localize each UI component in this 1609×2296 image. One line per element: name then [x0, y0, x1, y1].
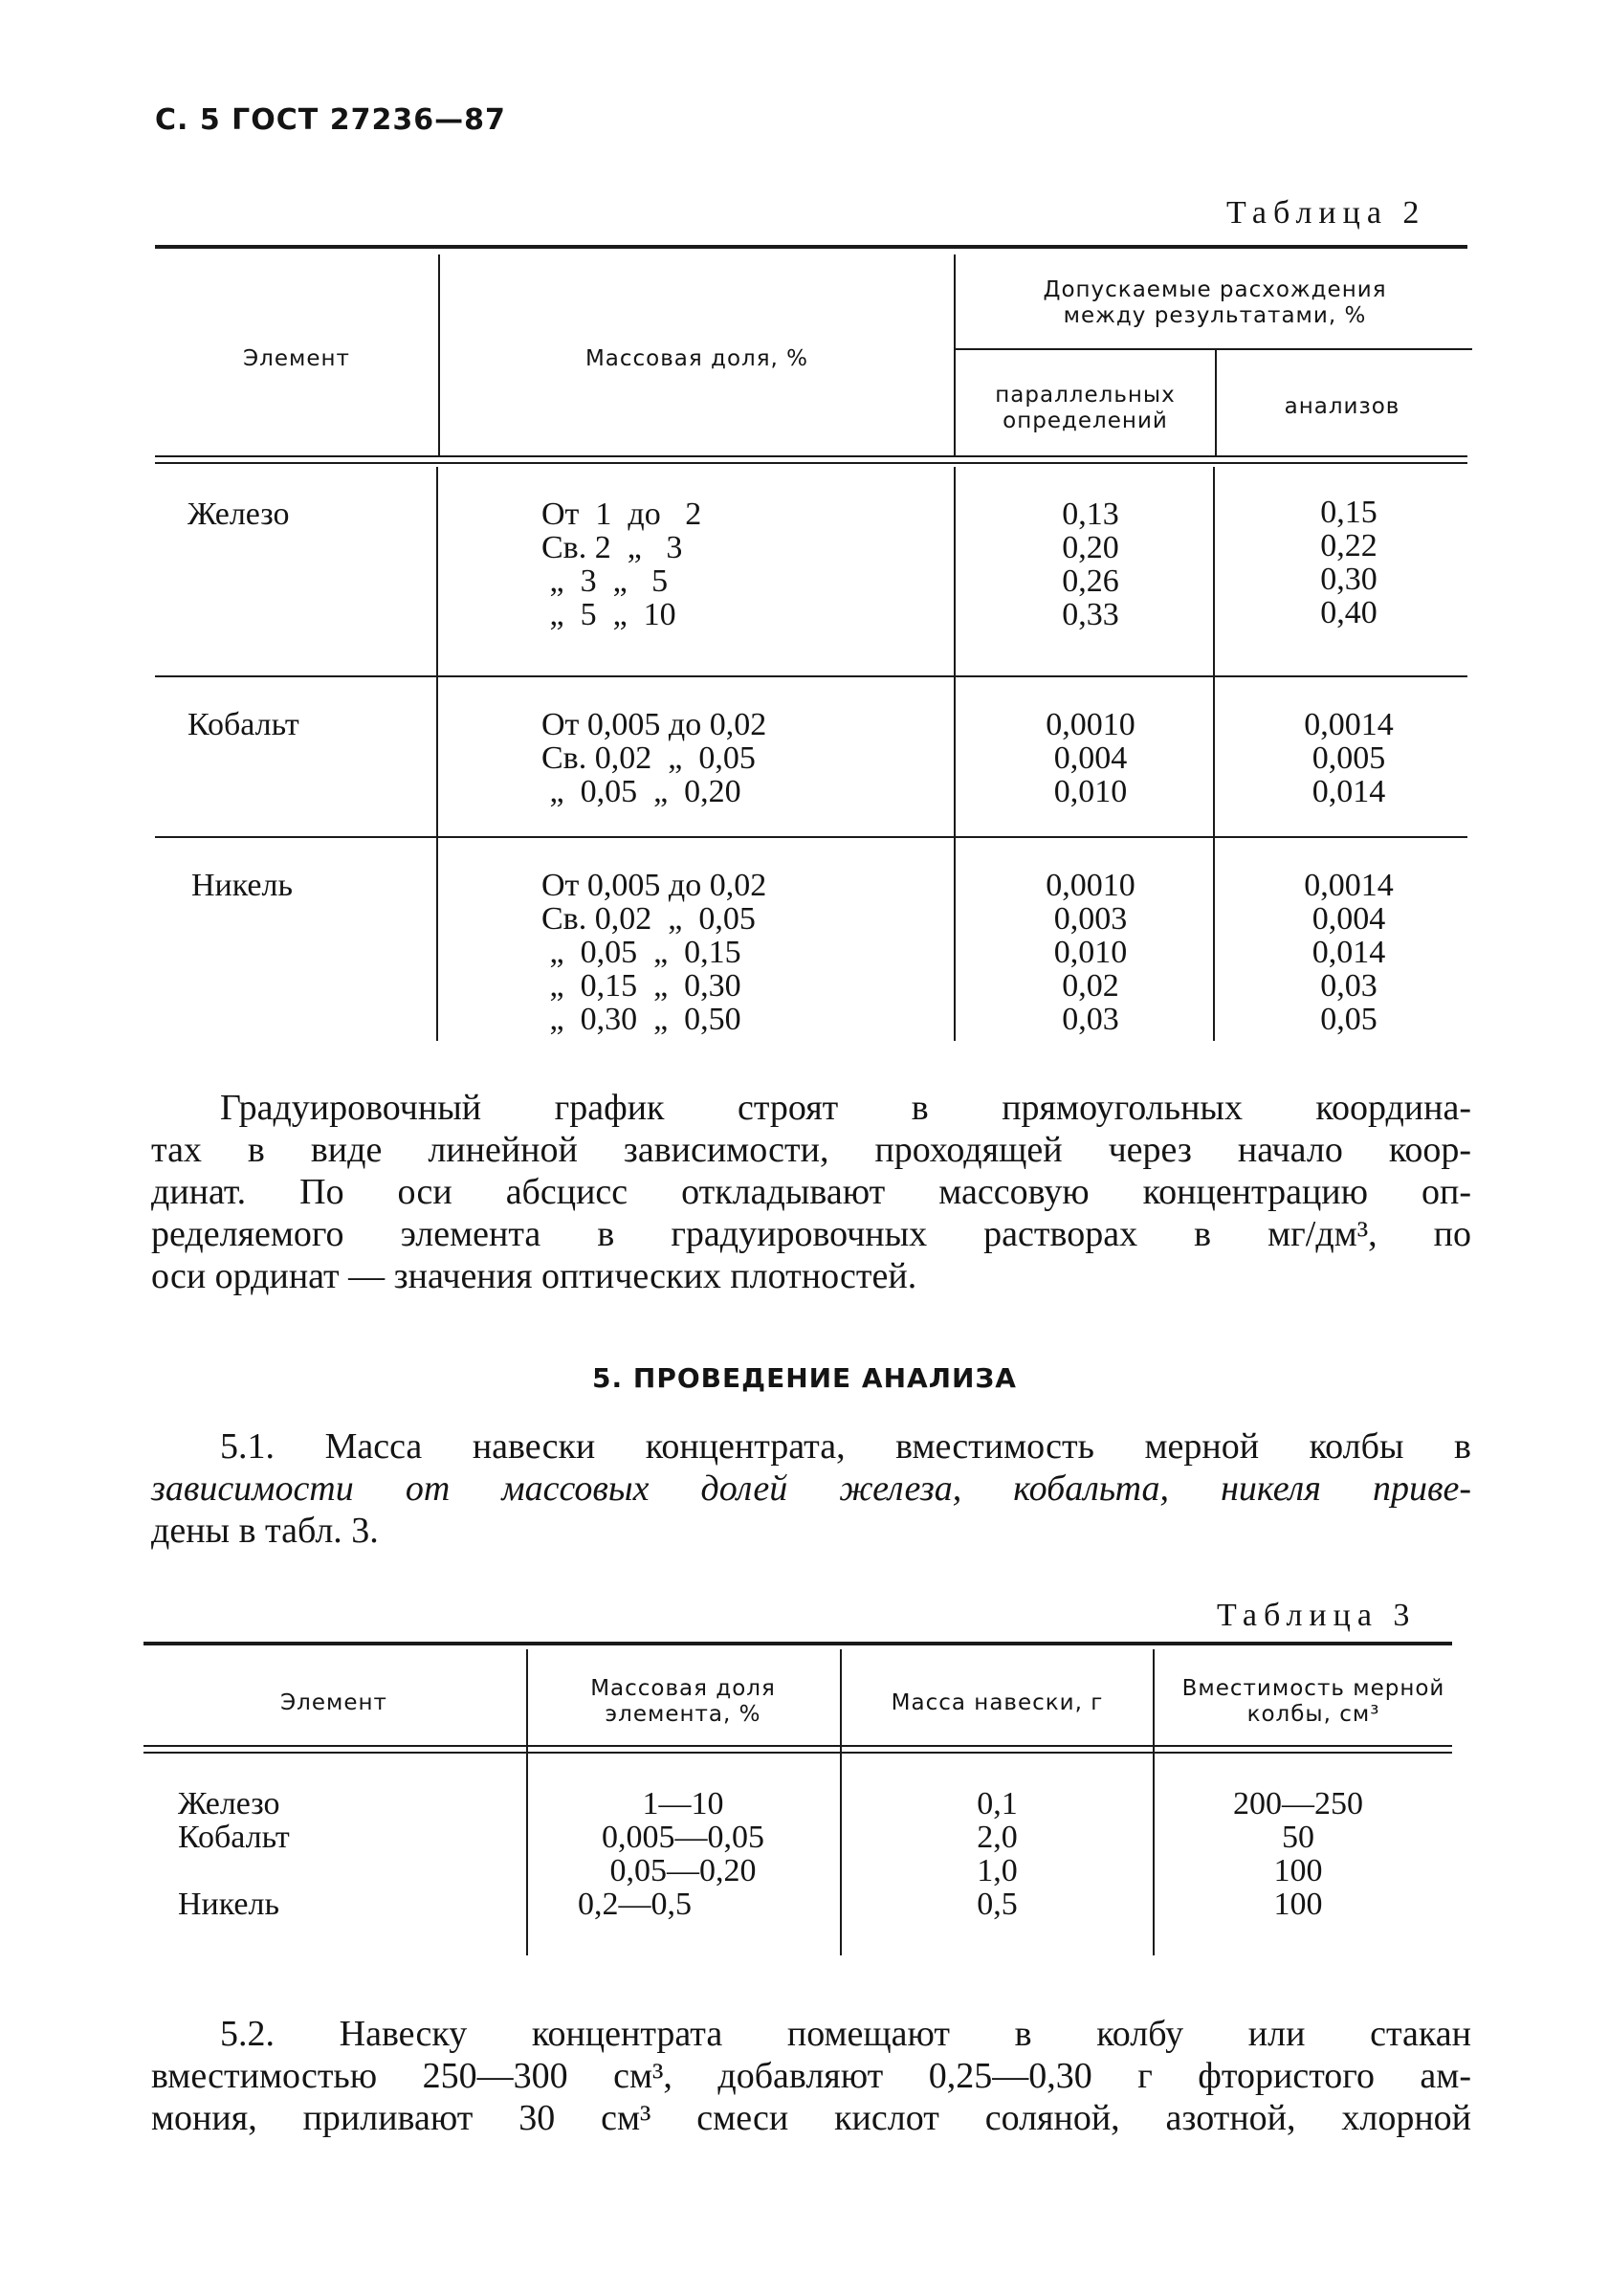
table2-parallel-value: 0,03 — [1062, 1002, 1119, 1037]
table2-parallel-value: 0,02 — [1062, 968, 1119, 1004]
table2-top-rule — [155, 245, 1467, 249]
paragraph-calibration-graph — [151, 1087, 1471, 1297]
table2-analyses-value: 0,40 — [1320, 595, 1378, 630]
table2-analyses-value: 0,03 — [1320, 968, 1378, 1004]
table2-divider — [954, 467, 956, 1041]
table2-analyses-value: 0,15 — [1320, 495, 1378, 530]
table3-caption: Таблица 3 — [1217, 1598, 1417, 1633]
table2-parallel-value: 0,0010 — [1046, 868, 1135, 903]
table3-sample-mass: 0,5 — [977, 1887, 1018, 1922]
table2-parallel-value: 0,20 — [1062, 530, 1119, 565]
table3-element: Кобальт — [178, 1820, 290, 1855]
text-line: вместимостью 250—300 см³, добавляют 0,25—0,30 г фтористого ам- — [151, 2056, 1471, 2096]
table2-range: От 0,005 до 0,02 — [541, 707, 767, 742]
text-line: 5.2. Навеску концентрата помещают в колбу или стакан — [220, 2014, 1471, 2054]
table2-range: Св. 2 „ 3 — [541, 530, 683, 565]
table2-range: „ 0,05 „ 0,15 — [541, 935, 741, 970]
table3-flask-volume: 100 — [1273, 1887, 1323, 1922]
table2-range: „ 0,30 „ 0,50 — [541, 1002, 741, 1037]
text-line: ределяемого элемента в градуировочных растворах в мг/дм³, по — [151, 1214, 1471, 1254]
table2-element: Никель — [191, 868, 293, 903]
table2-header-element: Элемент — [243, 346, 350, 371]
table3-sample-mass: 2,0 — [977, 1820, 1018, 1855]
table2-parallel-value: 0,003 — [1053, 901, 1128, 937]
table2-analyses-value: 0,014 — [1311, 774, 1386, 809]
table3-header-rule — [143, 1752, 1452, 1754]
table2-analyses-value: 0,22 — [1320, 528, 1378, 563]
table3-header-rule — [143, 1745, 1452, 1747]
table3-mass-fraction: 0,005—0,05 — [602, 1820, 764, 1855]
table2-parallel-value: 0,0010 — [1046, 707, 1135, 742]
table2-divider — [436, 467, 438, 1041]
table2-element: Железо — [187, 497, 290, 532]
table2-header-parallel: параллельных определений — [995, 383, 1176, 433]
table2-subheader-rule — [956, 348, 1472, 350]
text-line: динат. По оси абсцисс откладывают массовую концентрацию оп- — [151, 1172, 1471, 1212]
table3-element: Железо — [178, 1786, 280, 1821]
running-header: С. 5 ГОСТ 27236—87 — [155, 103, 506, 137]
table2-parallel-value: 0,13 — [1062, 497, 1119, 532]
table2-range: От 0,005 до 0,02 — [541, 868, 767, 903]
table2-analyses-value: 0,0014 — [1304, 868, 1394, 903]
table3-header-sample-mass: Масса навески, г — [891, 1690, 1104, 1715]
table2-parallel-value: 0,010 — [1053, 935, 1128, 970]
table2-parallel-value: 0,26 — [1062, 563, 1119, 599]
table2-header-analyses: анализов — [1284, 394, 1400, 419]
table2-divider — [1213, 467, 1215, 1041]
table2-row-rule — [155, 675, 1467, 677]
table2-range: Св. 0,02 „ 0,05 — [541, 901, 756, 937]
table2-analyses-value: 0,30 — [1320, 562, 1378, 597]
table2-element: Кобальт — [187, 707, 299, 742]
table2-header-rule — [155, 462, 1467, 464]
table2-range: От 1 до 2 — [541, 497, 702, 532]
text-line: тах в виде линейной зависимости, проходящей через начало коор- — [151, 1130, 1471, 1170]
table3-sample-mass: 1,0 — [977, 1853, 1018, 1888]
table3-mass-fraction: 0,05—0,20 — [609, 1853, 757, 1888]
table2-range: „ 5 „ 10 — [541, 597, 676, 632]
text-line: зависимости от массовых долей железа, кобальта, никеля приве- — [151, 1468, 1471, 1509]
paragraph-5-1 — [151, 1425, 1471, 1552]
table3-flask-volume: 50 — [1282, 1820, 1314, 1855]
text-line: 5.1. Масса навески концентрата, вместимость мерной колбы в — [220, 1426, 1471, 1467]
paragraph-5-2 — [151, 2013, 1471, 2139]
text-line: мония, приливают 30 см³ смеси кислот соляной, азотной, хлорной — [151, 2098, 1471, 2138]
table2-header-discrepancy: Допускаемые расхождения между результатами, % — [1043, 277, 1387, 328]
table3-element: Никель — [178, 1887, 279, 1922]
table2-divider — [954, 254, 956, 455]
table3-header-flask-volume: Вместимость мерной колбы, см³ — [1181, 1676, 1445, 1727]
table2-range: „ 0,05 „ 0,20 — [541, 774, 741, 809]
table2-parallel-value: 0,010 — [1053, 774, 1128, 809]
table2-range: Св. 0,02 „ 0,05 — [541, 740, 756, 776]
table3-top-rule — [143, 1642, 1452, 1645]
table2-caption: Таблица 2 — [1226, 195, 1426, 231]
section-heading: 5. ПРОВЕДЕНИЕ АНАЛИЗА — [592, 1362, 1017, 1394]
table2-analyses-value: 0,005 — [1311, 740, 1386, 776]
table3-mass-fraction: 1—10 — [642, 1786, 724, 1821]
table3-sample-mass: 0,1 — [977, 1786, 1018, 1821]
table2-analyses-value: 0,014 — [1311, 935, 1386, 970]
table3-flask-volume: 100 — [1273, 1853, 1323, 1888]
text-line: оси ординат — значения оптических плотностей. — [151, 1256, 917, 1296]
table2-analyses-value: 0,004 — [1311, 901, 1386, 937]
text-line: Градуировочный график строят в прямоугольных координа- — [220, 1088, 1471, 1128]
table3-header-mass-fraction: Массовая доля элемента, % — [590, 1676, 776, 1727]
text-line: дены в табл. 3. — [151, 1511, 379, 1551]
table2-row-rule — [155, 836, 1467, 838]
table2-header-rule — [155, 455, 1467, 457]
table2-header-mass-fraction: Массовая доля, % — [584, 346, 809, 371]
table2-range: „ 0,15 „ 0,30 — [541, 968, 741, 1004]
table3-flask-volume: 200—250 — [1233, 1786, 1363, 1821]
table3-header-element: Элемент — [280, 1690, 387, 1715]
table2-range: „ 3 „ 5 — [541, 563, 669, 599]
table2-analyses-value: 0,0014 — [1304, 707, 1394, 742]
table2-parallel-value: 0,004 — [1053, 740, 1128, 776]
table2-analyses-value: 0,05 — [1320, 1002, 1378, 1037]
table2-parallel-value: 0,33 — [1062, 597, 1119, 632]
table3-mass-fraction: 0,2—0,5 — [578, 1887, 692, 1922]
